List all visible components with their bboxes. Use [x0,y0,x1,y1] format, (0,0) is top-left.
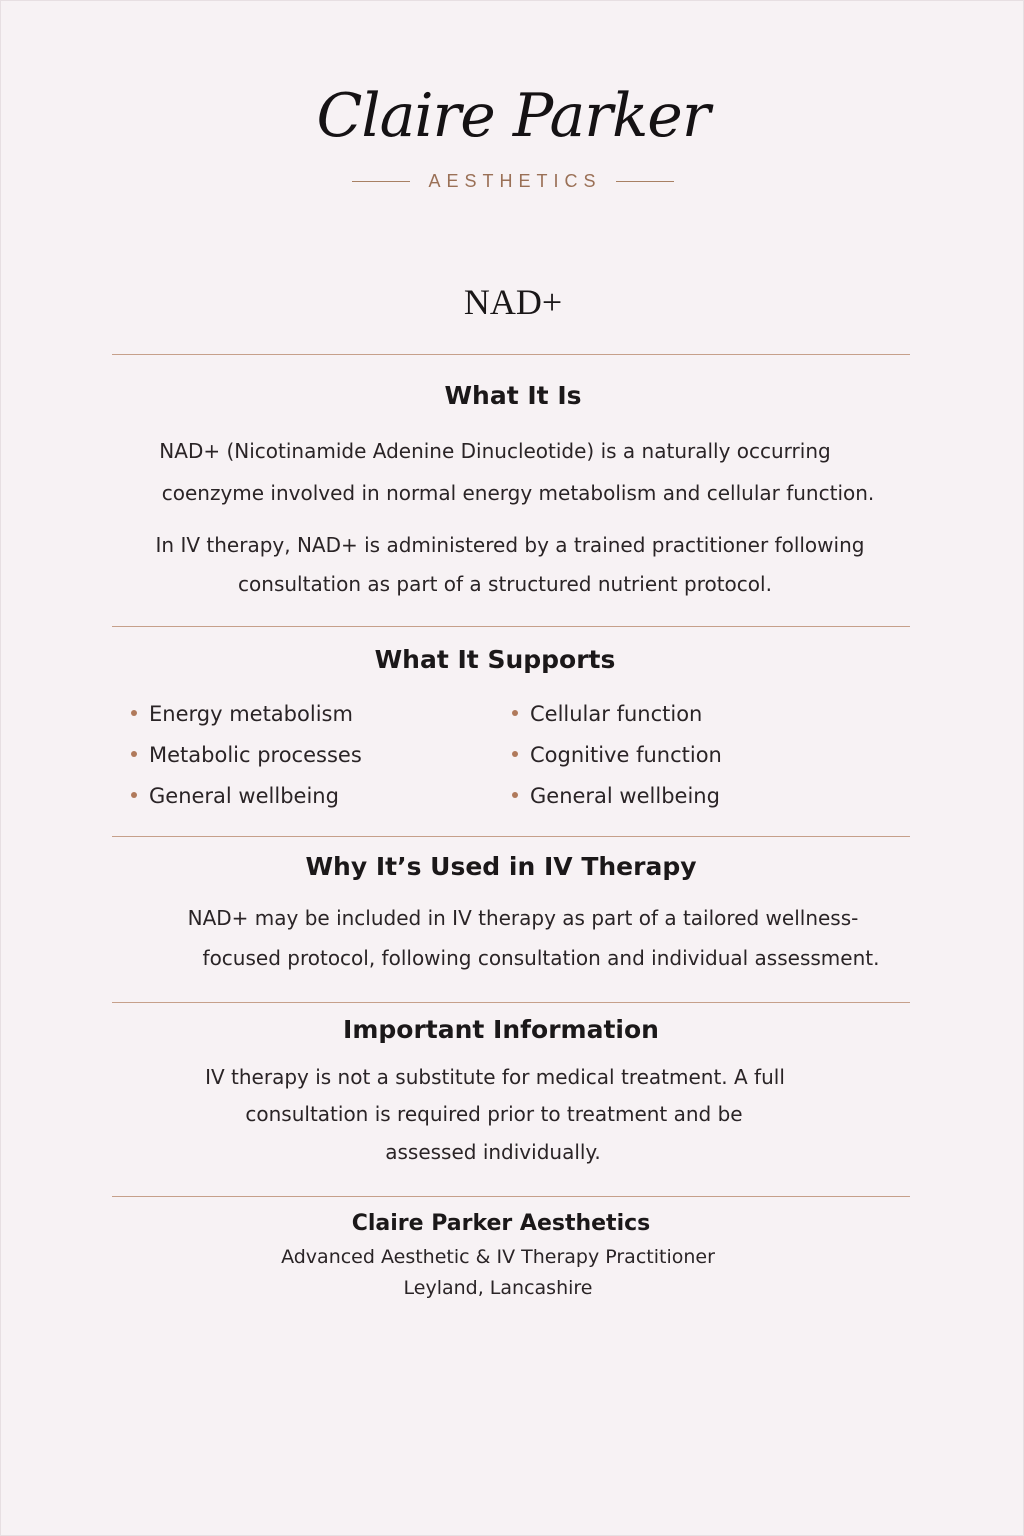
page-title: NAD+ [463,282,563,322]
important-heading: Important Information [343,1015,659,1044]
logo-rule-right [616,181,674,182]
bullet-dot [131,751,137,757]
what-it-is-line-1: NAD+ (Nicotinamide Adenine Dinucleotide) is a naturally occurring [159,439,831,463]
important-line-3: assessed individually. [385,1140,601,1164]
what-it-supports-heading: What It Supports [374,645,616,674]
logo-subtitle: AESTHETICS [428,171,602,191]
divider-2 [112,626,910,627]
important-line-1: IV therapy is not a substitute for medical treatment. A full [205,1065,785,1089]
support-item: Cognitive function [512,743,722,767]
divider-3 [112,836,910,837]
why-used-line-2: focused protocol, following consultation and individual assessment. [202,946,880,970]
what-it-is-line-3: In IV therapy, NAD+ is administered by a trained practitioner following [155,533,865,557]
support-item: Metabolic processes [131,743,362,767]
what-it-is-heading: What It Is [444,381,582,410]
divider-1 [112,354,910,355]
why-used-heading: Why It’s Used in IV Therapy [305,852,697,881]
support-item: Energy metabolism [131,702,353,726]
bullet-dot [512,710,518,716]
what-it-is-line-2: coenzyme involved in normal energy metabolism and cellular function. [161,481,875,505]
logo-script: Claire Parker [316,81,710,151]
bullet-dot [512,792,518,798]
divider-5 [112,1196,910,1197]
bullet-dot [131,792,137,798]
divider-4 [112,1002,910,1003]
why-used-line-1: NAD+ may be included in IV therapy as part of a tailored wellness- [187,906,859,930]
what-it-is-line-4: consultation as part of a structured nutrient protocol. [238,572,772,596]
support-item: General wellbeing [512,784,720,808]
logo-subtitle-row [1,171,1024,192]
bullet-dot [131,710,137,716]
important-line-2: consultation is required prior to treatment and be [245,1102,743,1126]
footer-location: Leyland, Lancashire [403,1277,593,1299]
bullet-dot [512,751,518,757]
footer-name: Claire Parker Aesthetics [351,1211,651,1236]
support-item: Cellular function [512,702,702,726]
support-item: General wellbeing [131,784,339,808]
footer-role: Advanced Aesthetic & IV Therapy Practitioner [281,1246,715,1268]
logo-rule-left [352,181,410,182]
